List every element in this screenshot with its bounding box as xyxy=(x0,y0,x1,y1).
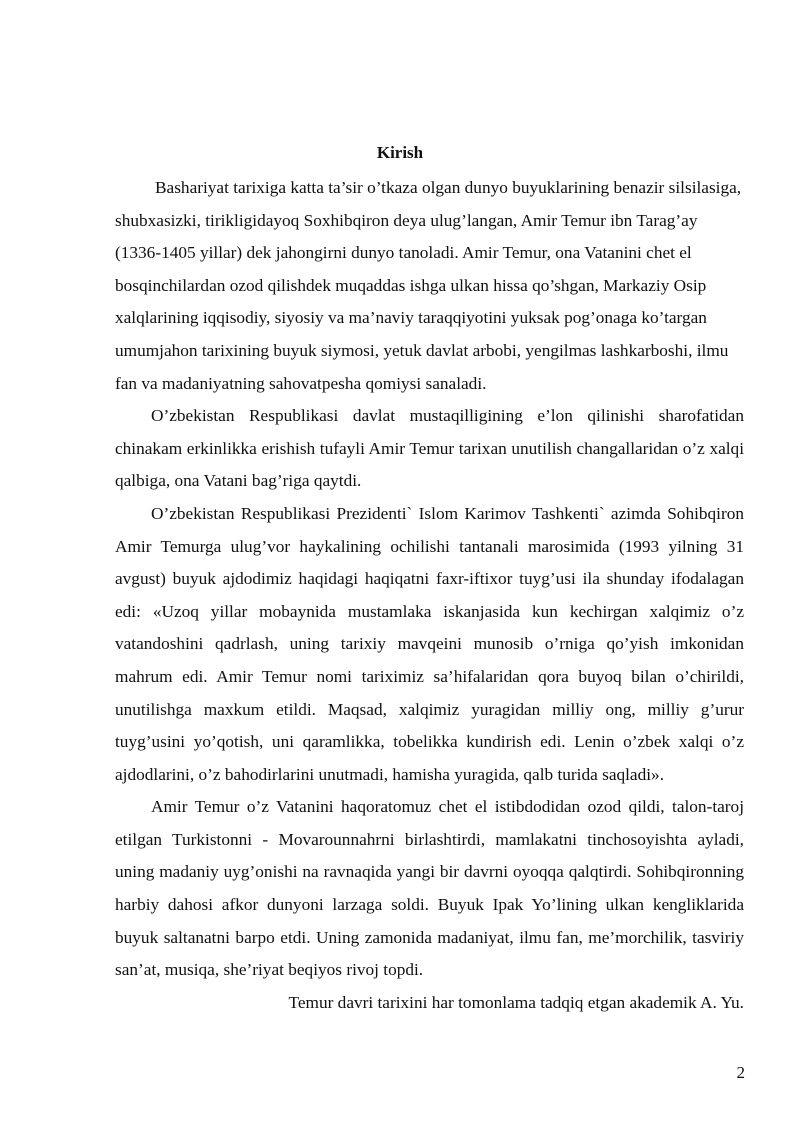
page-number: 2 xyxy=(736,1063,745,1082)
page-title: Kirish xyxy=(376,143,424,162)
paragraph-1: Bashariyat tarixiga katta ta’sir o’tkaza olgan dunyo buyuklarining benazir silsilasiga, shubxasizki, tirikligidayoq Soxhibqiron deya ulug’langan, Amir Temur ibn Tarag’ay (1336-1405 yillar) dek jahongirni dunyo tanoladi. Amir Temur, ona Vatanini chet el bosqinchilardan ozod qilishdek muqaddas ishga ulkan hissa qo’shgan, Markaziy Osip xalqlarining iqqisodiy, siyosiy va ma’naviy taraqqiyotini yuksak pog’onaga ko’targan umumjahon tarixining buyuk siymosi, yetuk davlat arbobi, yengilmas lashkarboshi, ilmu fan va madaniyatning sahovatpesha qomiysi sanaladi. xyxy=(115,178,742,393)
paragraph-4: Amir Temur o’z Vatanini haqoratomuz chet el istibdodidan ozod qildi, talon-taroj etilgan Turkistonni - Movarounnahrni birlashtirdi, mamlakatni tinchosoyishta ayladi, uning madaniy uyg’onishi na ravnaqida yangi bir davrni oyoqqa qalqtirdi. Sohibqironning harbiy dahosi afkor dunyoni larzaga soldi. Buyuk Ipak Yo’lining ulkan kengliklarida buyuk saltanatni barpo etdi. Uning zamonida madaniyat, ilmu fan, me’morchilik, tasviriy san’at, musiqa, she’riyat beqiyos rivoj topdi. xyxy=(115,797,744,980)
paragraph-2: O’zbekistan Respublikasi davlat mustaqilligining e’lon qilinishi sharofatidan chinakam erkinlikka erishish tufayli Amir Temur tarixan unutilish changallaridan o’z xalqi qalbiga, ona Vatani bag’riga qaytdi. xyxy=(115,406,744,491)
paragraph-3: O’zbekistan Respublikasi Prezidenti` Islom Karimov Tashkenti` azimda Sohibqiron Amir Temurga ulug’vor haykalining ochilishi tantanali marosimida (1993 yilning 31 avgust) buyuk ajdodimiz haqidagi haqiqatni faxr-iftixor tuyg’usi ila shunday ifodalagan edi: «Uzoq yillar mobaynida mustamlaka iskanjasida kun kechirgan xalqimiz o’z vatandoshini qadrlash, uning tarixiy mavqeini munosib o’rniga qo’yish imkonidan mahrum edi. Amir Temur nomi tariximiz sa’hifalaridan qora buyoq bilan o’chirildi, unutilishga maxkum etildi. Maqsad, xalqimiz yuragidan milliy ong, milliy g’urur tuyg’usini yo’qotish, uni qaramlikka, tobelikka kundirish edi. Lenin o’zbek xalqi o’z ajdodlarini, o’z bahodirlarini unutmadi, hamisha yuragida, qalb turida saqladi». xyxy=(115,503,744,784)
paragraph-5: Temur davri tarixini har tomonlama tadqiq etgan akademik A. Yu. xyxy=(288,992,744,1012)
body-text xyxy=(115,172,744,1019)
